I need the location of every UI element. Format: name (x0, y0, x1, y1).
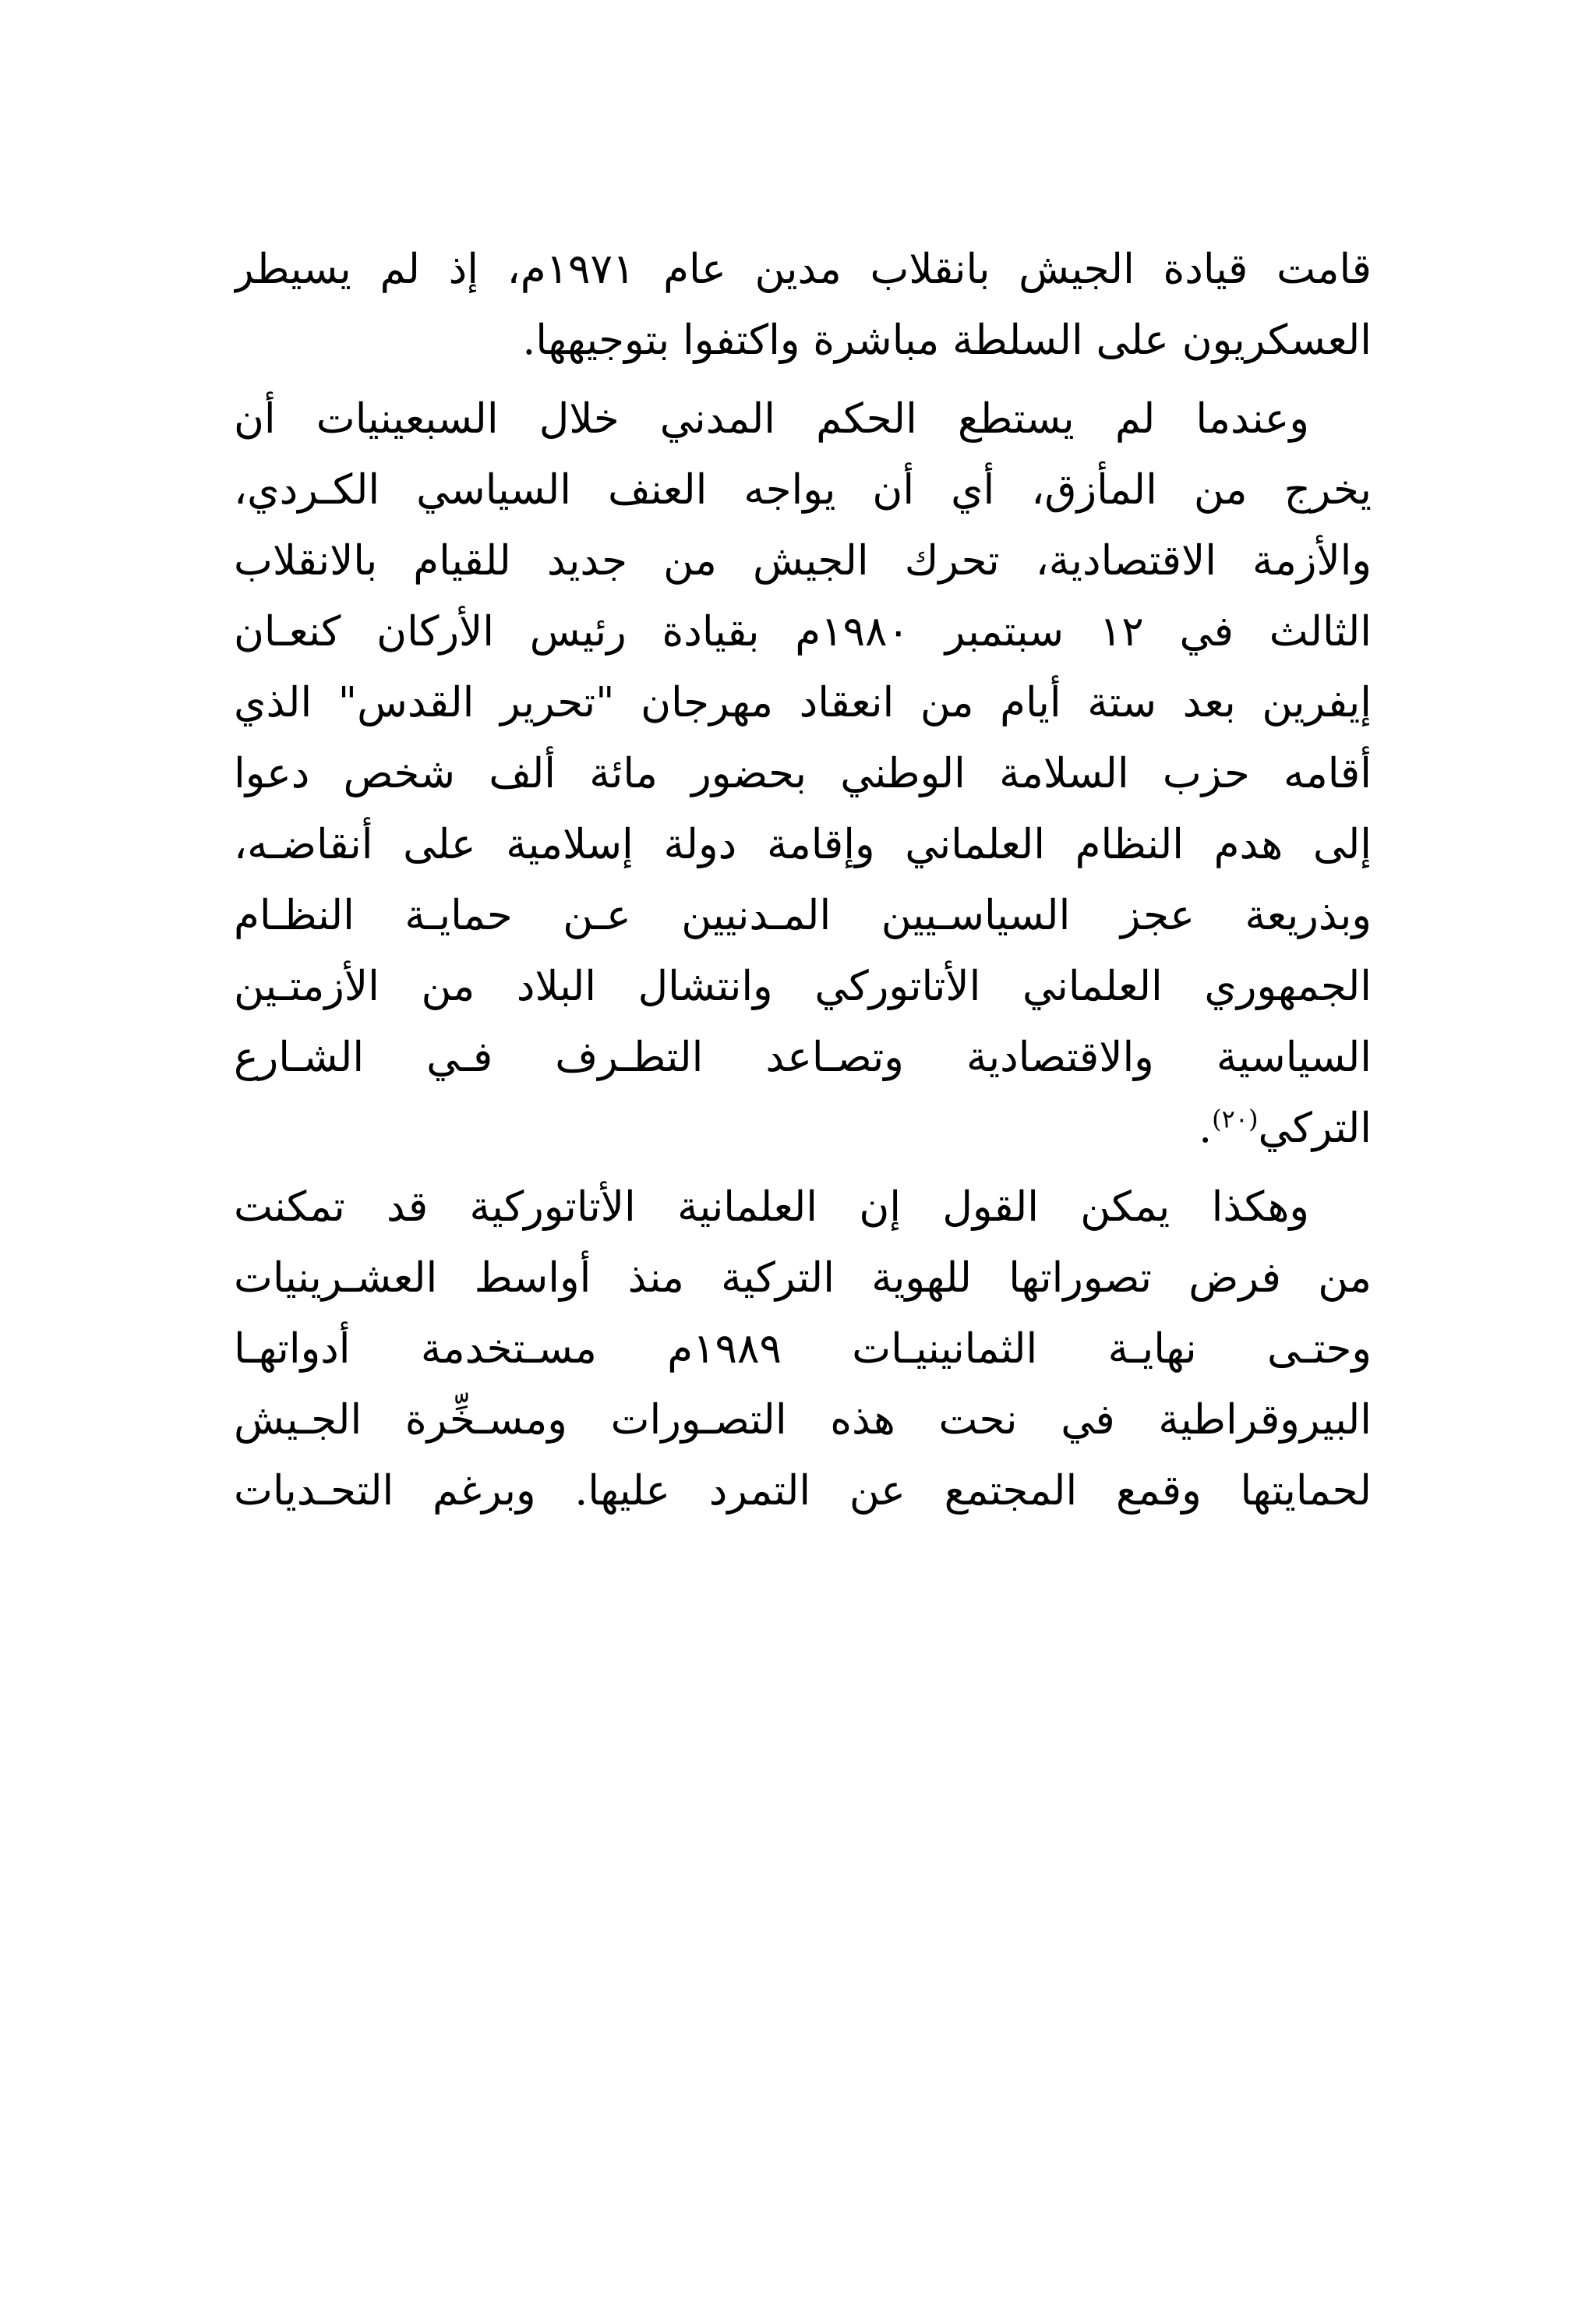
text-line: من فرض تصوراتها للهوية التركية منذ أواسط العشـرينيات (234, 1254, 1372, 1302)
footnote-reference[interactable]: (٢٠) (1212, 1104, 1259, 1134)
text-line: وهكذا يمكن القول إن العلمانية الأتاتوركية قد تمكنت (234, 1183, 1309, 1231)
text-line: يخرج من المأزق، أي أن يواجه العنف السياسي الكـردي، (234, 466, 1372, 514)
text-line: وبذريعة عجز السياسـيين المـدنيين عـن حمايـة النظـام (234, 892, 1372, 939)
paragraph-3 (234, 1172, 1372, 1526)
paragraph-1 (234, 234, 1372, 376)
text-line: وحتـى نهايـة الثمانينيـات ١٩٨٩م مسـتخدمة أدواتهـا (234, 1325, 1372, 1373)
text-line: السياسية والاقتصادية وتصـاعد التطـرف فـي الشـارع (234, 1034, 1372, 1081)
text-line-last (234, 1093, 1372, 1164)
text-line: قامت قيادة الجيش بانقلاب مدين عام ١٩٧١م، إذ لم يسيطر (234, 246, 1372, 293)
text-line: إيفرين بعد ستة أيام من انعقاد مهرجان "تحرير القدس" الذي (234, 679, 1372, 726)
paragraph-spacer (234, 1164, 1372, 1172)
last-line-text: التركي (1258, 1105, 1372, 1152)
paragraph-spacer (234, 376, 1372, 384)
text-line: البيروقراطية في نحت هذه التصـورات ومسـخِّرة الجـيش (234, 1396, 1372, 1444)
document-body (234, 234, 1372, 1526)
text-line: الثالث في ١٢ سبتمبر ١٩٨٠م بقيادة رئيس الأركان كنعـان (234, 608, 1372, 656)
sentence-end: . (1199, 1105, 1213, 1152)
paragraph-2 (234, 384, 1372, 1164)
text-line: الجمهوري العلماني الأتاتوركي وانتشال البلاد من الأزمتـين (234, 963, 1372, 1010)
text-line: إلى هدم النظام العلماني وإقامة دولة إسلامية على أنقاضـه، (234, 821, 1372, 868)
text-line: والأزمة الاقتصادية، تحرك الجيش من جديد للقيام بالانقلاب (234, 537, 1372, 585)
text-line: أقامه حزب السلامة الوطني بحضور مائة ألف شخص دعوا (234, 750, 1372, 797)
text-line: وعندما لم يستطع الحكم المدني خلال السبعينيات أن (234, 395, 1309, 443)
text-line: العسكريون على السلطة مباشرة واكتفوا بتوجيهها. (522, 316, 1372, 364)
text-line: لحمايتها وقمع المجتمع عن التمرد عليها. وبرغم التحـديات (234, 1467, 1372, 1515)
